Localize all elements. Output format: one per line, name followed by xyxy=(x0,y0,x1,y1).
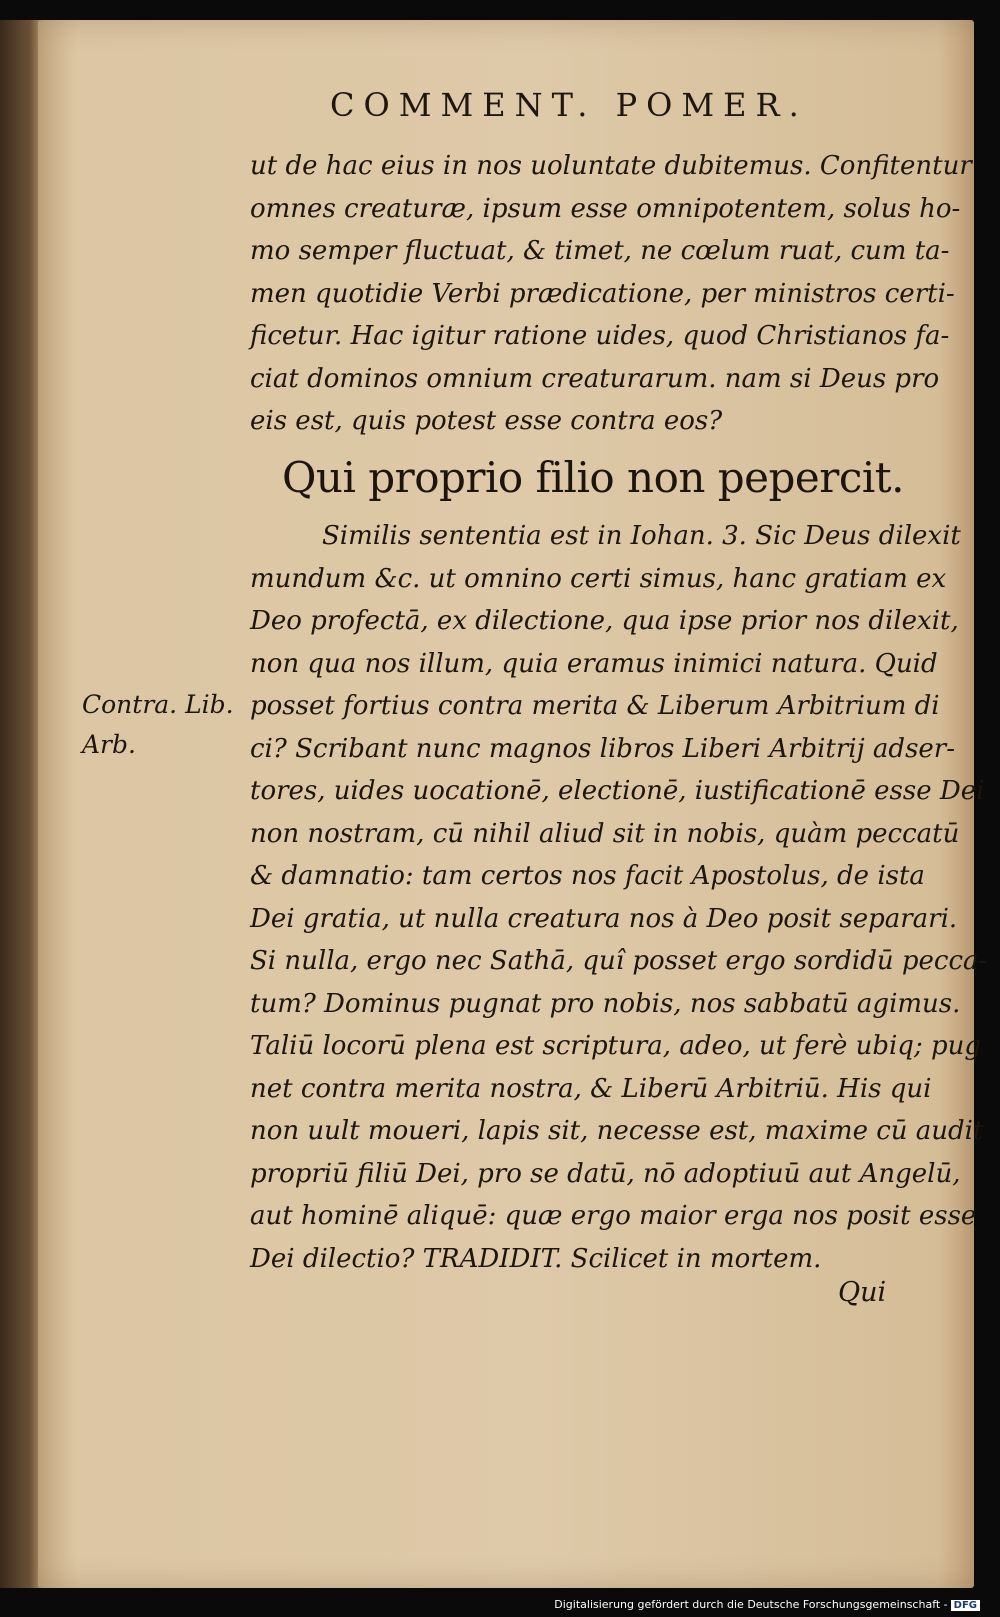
text-line: posset fortius contra merita & Liberum Arbitrium di xyxy=(250,691,940,721)
marginal-note xyxy=(82,685,234,765)
running-title: COMMENT. POMER. xyxy=(330,86,808,124)
text-line: mo semper fluctuat, & timet, ne cœlum ruat, cum ta- xyxy=(250,236,950,266)
text-line: ciat dominos omnium creaturarum. nam si Deus pro xyxy=(250,363,940,394)
dfg-logo-icon: DFG xyxy=(951,1600,980,1611)
text-line: non uult moueri, lapis sit, necesse est, maxime cū audit xyxy=(250,1116,984,1146)
paragraph-2 xyxy=(250,515,988,1280)
section-heading: Qui proprio filio non pepercit. xyxy=(282,453,905,502)
text-line: Si nulla, ergo nec Sathā, quî posset ergo sordidū pecca- xyxy=(250,946,988,976)
text-line: Dei gratia, ut nulla creatura nos à Deo posit separari. xyxy=(250,903,958,934)
marginal-note-line: Contra. Lib. xyxy=(82,690,234,719)
text-line: propriū filiū Dei, pro se datū, nō adoptiuū aut Angelū, xyxy=(250,1158,961,1189)
credit-text: Digitalisierung gefördert durch die Deutsche Forschungsgemeinschaft - xyxy=(554,1598,948,1611)
book-spine xyxy=(0,20,40,1588)
text-line: ut de hac eius in nos uoluntate dubitemus. Confitentur xyxy=(250,151,972,181)
text-line: ficetur. Hac igitur ratione uides, quod Christianos fa- xyxy=(250,321,950,351)
text-line: mundum &c. ut omnino certi simus, hanc gratiam ex xyxy=(250,563,947,594)
marginal-note-line: Arb. xyxy=(82,730,136,759)
text-line: non nostram, cū nihil aliud sit in nobis, quàm peccatū xyxy=(250,818,960,849)
text-line: non qua nos illum, quia eramus inimici natura. Quid xyxy=(250,648,938,679)
text-line: omnes creaturæ, ipsum esse omnipotentem, solus ho- xyxy=(250,193,961,224)
text-line: ci? Scribant nunc magnos libros Liberi Arbitrij adser- xyxy=(250,733,956,764)
text-line: tum? Dominus pugnat pro nobis, nos sabbatū agimus. xyxy=(250,988,961,1019)
catchword: Qui xyxy=(838,1277,887,1308)
text-line: eis est, quis potest esse contra eos? xyxy=(250,406,723,436)
text-line: tores, uides uocationē, electionē, iustificationē esse Dei xyxy=(250,776,985,806)
text-line: Dei dilectio? TRADIDIT. Scilicet in mortem. xyxy=(250,1243,822,1274)
text-line: & damnatio: tam certos nos facit Apostolus, de ista xyxy=(250,861,925,891)
digitization-credit xyxy=(554,1598,980,1611)
text-line: aut hominē aliquē: quæ ergo maior erga nos posit esse xyxy=(250,1201,977,1231)
text-line: Deo profectā, ex dilectione, qua ipse prior nos dilexit, xyxy=(250,606,959,636)
paragraph-1 xyxy=(250,145,972,443)
text-line: Taliū locorū plena est scriptura, adeo, ut ferè ubiq; pug xyxy=(250,1031,981,1061)
text-line: net contra merita nostra, & Liberū Arbitriū. His qui xyxy=(250,1073,932,1104)
text-line: Similis sententia est in Iohan. 3. Sic Deus dilexit xyxy=(322,521,961,551)
text-line: men quotidie Verbi prædicatione, per ministros certi- xyxy=(250,278,955,309)
